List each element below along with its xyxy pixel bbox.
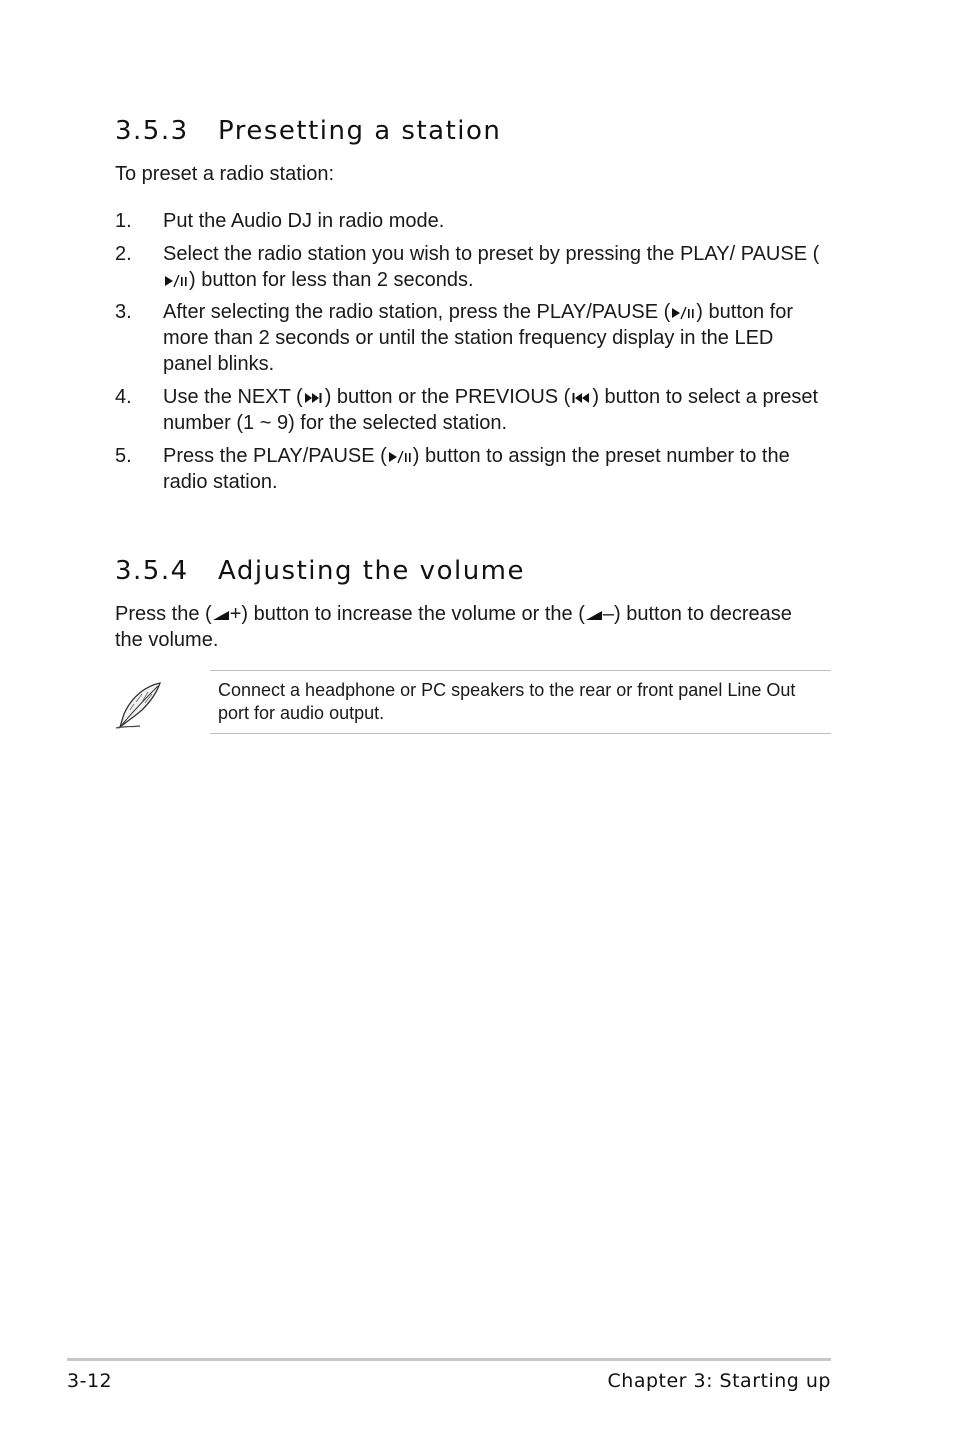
section-heading-volume (115, 556, 525, 586)
volume-icon (585, 608, 603, 622)
section-number: 3.5.4 (115, 556, 189, 586)
step-number: 2. (115, 243, 132, 265)
list-item (115, 384, 825, 436)
note-top-rule (210, 670, 831, 671)
play-pause-icon (670, 305, 696, 321)
step-text: After selecting the radio station, press the PLAY/PAUSE ( (163, 301, 671, 323)
step-number: 3. (115, 301, 132, 323)
step-text: ) button to select a preset number (1 ~ 9) for the selected station. (163, 386, 819, 434)
step-number: 1. (115, 210, 132, 232)
step-text: Press the PLAY/PAUSE ( (163, 445, 387, 467)
list-item (115, 443, 825, 495)
play-pause-icon (387, 449, 413, 465)
list-item (115, 299, 825, 377)
footer-rule (67, 1358, 831, 1361)
volume-text: –) button to decrease the volume. (115, 603, 792, 651)
volume-icon (212, 608, 230, 622)
section-heading-presetting (115, 116, 501, 146)
step-text: ) button to assign the preset number to the radio station. (163, 445, 790, 493)
note-text: Connect a headphone or PC speakers to the rear or front panel Line Out port for audio output. (218, 680, 796, 723)
step-text: Select the radio station you wish to preset by pressing the PLAY/ PAUSE ( (163, 243, 820, 265)
step-text: Put the Audio DJ in radio mode. (163, 210, 445, 232)
list-item (115, 241, 825, 293)
previous-track-icon (570, 390, 592, 406)
volume-text: +) button to increase the volume or the ( (229, 603, 585, 625)
section-title: Presetting a station (218, 116, 502, 146)
section-number: 3.5.3 (115, 116, 189, 146)
chapter-title: Chapter 3: Starting up (607, 1370, 831, 1392)
intro-text: To preset a radio station: (115, 163, 335, 185)
step-text: ) button for more than 2 seconds or until the station frequency display in the LED panel blinks. (163, 301, 794, 375)
next-track-icon (303, 390, 325, 406)
section-title: Adjusting the volume (218, 556, 525, 586)
step-text: Use the NEXT ( (163, 386, 303, 408)
volume-paragraph (115, 601, 815, 653)
list-item (115, 208, 825, 234)
step-number: 4. (115, 386, 132, 408)
page-number: 3-12 (67, 1370, 113, 1392)
step-text: ) button for less than 2 seconds. (189, 269, 474, 291)
step-text: ) button or the PREVIOUS ( (324, 386, 571, 408)
volume-text: Press the ( (115, 603, 212, 625)
note-bottom-rule (210, 733, 831, 734)
feather-pen-icon (112, 680, 164, 732)
step-number: 5. (115, 445, 132, 467)
play-pause-icon (163, 273, 189, 289)
